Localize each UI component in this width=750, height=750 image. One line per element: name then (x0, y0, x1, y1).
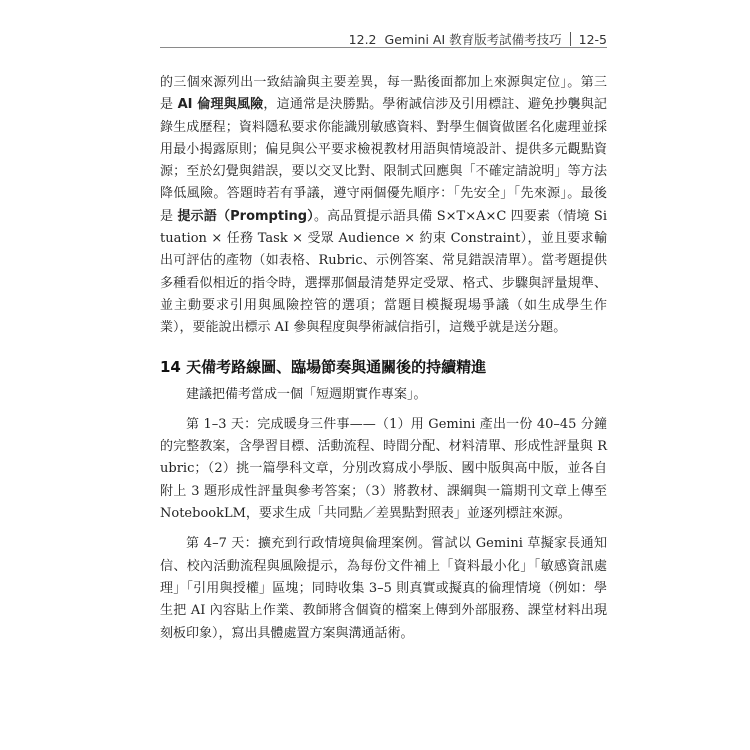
paragraph-intro: 建議把備考當成一個「短週期實作專案」。 (186, 386, 427, 402)
spacer (160, 525, 607, 533)
paragraph-text: 的三個來源列出一致結論與主要差異，每一點後面都加上來源與定位」。第三是 (160, 75, 607, 113)
paragraph-days-4-7: 第 4–7 天：擴充到行政情境與倫理案例。嘗試以 Gemini 草擬家長通知信、校內活動流程與風險提示，為每份文件補上「資料最小化」「敏感資訊處理」「引用與授權」區塊；同時收集 3–5 則真實或擬真的倫理情境（例如：學生把 AI 內容貼上作業、教師將含個資的檔案上傳到外部服務、課堂材料出現刻板印象），寫出具體處置方案與溝通話術。 (160, 536, 607, 641)
paragraph-ai-ethics-and-prompting (160, 72, 607, 340)
paragraph-text: ，這通常是決勝點。學術誠信涉及引用標註、避免抄襲與記錄生成歷程；資料隱私要求你能識別敏感資料、對學生個資做匿名化處理並採用最小揭露原則；偏見與公平要求檢視教材用語與情境設計、提供多元觀點資源；至於幻覺與錯誤，要以交叉比對、限制式回應與「不確定請說明」等方法降低風險。答題時若有爭議，遵守兩個優先順序：「先安全」「先來源」。最後是 (160, 97, 607, 224)
bold-term-prompting: 提示語（Prompting） (177, 208, 314, 224)
header-page-number: 12-5 (578, 31, 607, 47)
section-heading: 14 天備考路線圖、臨場節奏與通關後的持續精進 (160, 357, 487, 376)
header-rule (160, 47, 607, 48)
paragraph-days-1-3: 第 1–3 天：完成暖身三件事——（1）用 Gemini 產出一份 40–45 分鐘的完整教案，含學習目標、活動流程、時間分配、材料清單、形成性評量與 Rubric；（2）挑一篇學科文章，分別改寫成小學版、國中版與高中版，並各自附上 3 題形成性評量與參考答案；（3）將教材、課綱與一篇期刊文章上傳至 NotebookLM，要求生成「共同點／差異點對照表」並逐列標註來源。 (160, 416, 607, 522)
header-chapter-title: Gemini AI 教育版考試備考技巧 (384, 32, 562, 47)
paragraph-text: 。高品質提示語具備 S×T×A×C 四要素（情境 Situation × 任務 Task × 受眾 Audience × 約束 Constraint），並且要求輸出可評估的產物（如表格、Rubric、示例答案、常見錯誤清單）。當考題提供多種看似相近的指令時，選擇那個最清楚界定受眾、格式、步驟與評量規準、並主動要求引用與風險控管的選項；當題目模擬現場爭議（如生成學生作業），要能說出標示 AI 參與程度與學術誠信指引，這幾乎就是送分題。 (160, 208, 607, 336)
header-section-number: 12.2 (348, 31, 377, 47)
header-separator (570, 32, 571, 46)
spacer (160, 406, 607, 414)
bold-term-ai-ethics: AI 倫理與風險 (177, 97, 264, 113)
running-header (349, 30, 607, 48)
page-body (160, 72, 607, 645)
